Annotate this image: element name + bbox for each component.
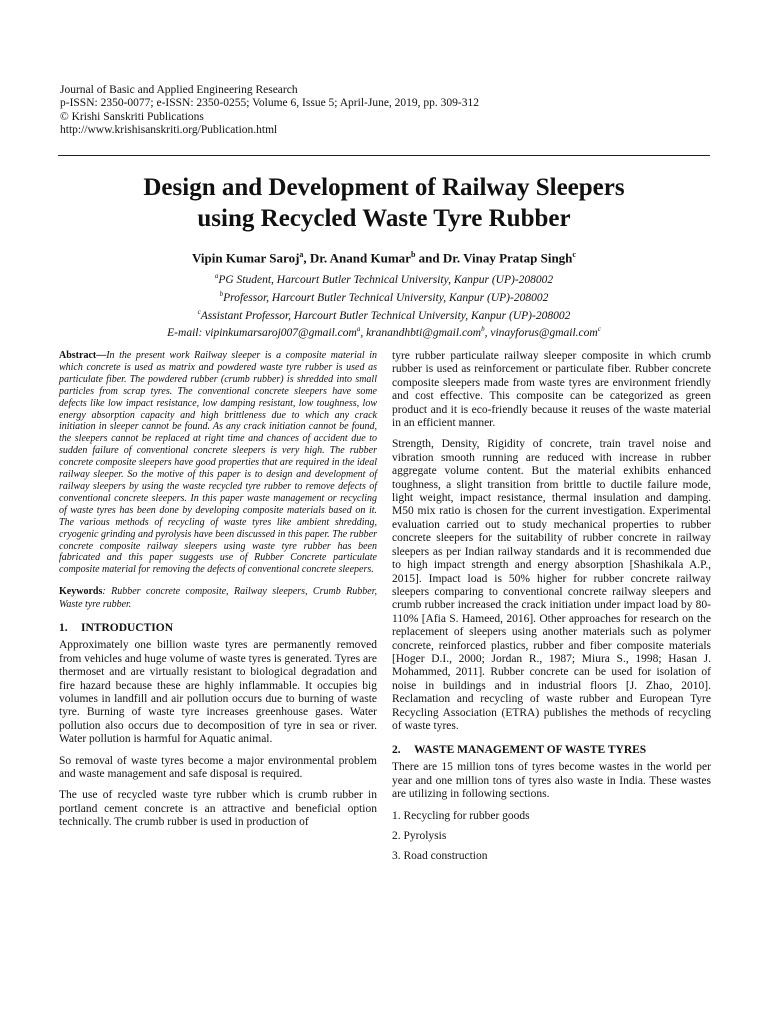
intro-paragraph-3: The use of recycled waste tyre rubber which is crumb rubber in portland cement concrete is an attractive and beneficial option technically. The crumb rubber is used in production of: [59, 789, 377, 829]
email-3-sup: c: [597, 325, 601, 334]
right-column: [392, 350, 711, 871]
email-2[interactable]: kranandhbti@gmail.com: [366, 327, 482, 340]
email-separator: ,: [484, 327, 491, 340]
list-item: 3. Road construction: [392, 850, 488, 863]
paper-title: [40, 172, 728, 234]
email-3[interactable]: vinayforus@gmail.com: [490, 327, 598, 340]
author-3-sup: c: [572, 250, 576, 259]
email-separator: ,: [360, 327, 367, 340]
left-column: [59, 350, 377, 838]
body-paragraph-1: tyre rubber particulate railway sleeper composite in which crumb rubber is used as reinforcement or particulate fiber. Rubber concrete composite sleepers made from waste tyres are environment friendly and cost effective. This composite can be categorized as green product and it is eco-friendly because it reuses of the waste material in an efficient manner.: [392, 350, 711, 430]
author-separator: ,: [303, 250, 310, 266]
section-title: WASTE MANAGEMENT OF WASTE TYRES: [414, 744, 647, 757]
journal-publisher: © Krishi Sanskriti Publications: [60, 110, 204, 123]
title-line-2: using Recycled Waste Tyre Rubber: [197, 205, 571, 232]
author-1-sup: a: [299, 250, 304, 259]
affiliation-a-text: PG Student, Harcourt Butler Technical University, Kanpur (UP)-208002: [218, 273, 554, 286]
email-line: [40, 322, 728, 340]
list-item: 1. Recycling for rubber goods: [392, 809, 530, 822]
email-prefix: E-mail:: [167, 327, 206, 340]
header-divider: [58, 155, 710, 156]
intro-paragraph-2: So removal of waste tyres become a major environmental problem and waste management and safe disposal is required.: [59, 754, 377, 781]
journal-url[interactable]: http://www.krishisanskriti.org/Publication.html: [60, 124, 278, 137]
author-1: Vipin Kumar Saroj: [192, 250, 300, 266]
keywords-text: : Rubber concrete composite, Railway sleepers, Crumb Rubber, Waste tyre rubber.: [59, 586, 377, 610]
affiliation-b-text: Professor, Harcourt Butler Technical University, Kanpur (UP)-208002: [223, 291, 549, 304]
section-title: INTRODUCTION: [81, 622, 174, 635]
abstract-text: In the present work Railway sleeper is a composite material in which concrete is used as matrix and powdered waste tyre rubber is used as particulate fiber. The powdered rubber (crumb rubber) is shredded into small particles from scrap tyres. The conventional concrete sleepers have some defects like low impact resistance, low damping resistant, low toughness, low energy absorption capacity and high brittleness due to which any crack initiation in sleeper cannot be found. As any crack initiation cannot be found, the sleepers cannot be replaced at right time and chances of accident due to sudden failure of conventional concrete sleepers is very high. The rubber concrete composite sleepers have good properties that are required in the ideal railway sleeper. So the motive of this paper is to design and development of railway sleepers by using the waste recycled tyre rubber to remove defects of conventional concrete sleepers. In this paper waste management or recycling of waste tyres has been done by developing composite materials based on it. The various methods of recycling of waste tyres like ambient shredding, cryogenic grinding and pyrolysis have been discussed in this paper. The rubber concrete composite railway sleepers using waste tyre rubber has been fabricated and this paper suggests use of Rubber Concrete particulate composite material for removing the defects of conventional concrete sleepers.: [59, 350, 377, 576]
list-item: 2. Pyrolysis: [392, 830, 447, 842]
affiliation-c-text: Assistant Professor, Harcourt Butler Technical University, Kanpur (UP)-208002: [200, 309, 571, 322]
author-separator: and: [415, 250, 443, 266]
affiliation-b-sup: b: [219, 289, 224, 298]
section-number: 1.: [59, 622, 68, 635]
section-heading-waste-management: [392, 743, 711, 757]
email-2-sup: b: [481, 325, 485, 334]
keywords: [59, 586, 377, 611]
email-1[interactable]: vipinkumarsaroj007@gmail.com: [205, 327, 357, 340]
affiliation-a: [40, 269, 728, 287]
author-list: [40, 247, 728, 266]
abstract-label: Abstract—: [59, 350, 107, 361]
author-2-sup: b: [410, 250, 416, 259]
journal-issn: p-ISSN: 2350-0077; e-ISSN: 2350-0255; Volume 6, Issue 5; April-June, 2019, pp. 309-312: [60, 97, 479, 110]
body-paragraph-2: Strength, Density, Rigidity of concrete, train travel noise and vibration smooth running are reduced with increase in rubber aggregate volume content. But the material exhibits enhanced toughness, a slight transition from brittle to ductile failure mode, light weight, impact resistance, thermal insulation and damping. M50 mix ratio is chosen for the current investigation. Experimental evaluation carried out to study mechanical properties to rubber concrete sleepers for the suitability of rubber concrete in railway sleepers as per Indian railway standards and it is recommended due to high impact strength and energy absorption [Shashikala A.P., 2015]. Impact load is 50% higher for rubber concrete railway sleepers comparing to conventional concrete railway sleepers and crumb rubber increased the crack initiation under impact load by 80-110% [Afia S. Hameed, 2016]. Other approaches for research on the replacement of sleepers using another materials such as polymer concrete, reinforced plastics, rubber and fiber composite materials [Hoger D.I., 2000; Jordan R., 1987; Miura S., 1998; Hasan J. Mohammed, 2011]. Rubber concrete can be used for isolation of noise in buildings and in industrial floors [J. Zhao, 2010]. Reclamation and recycling of waste rubber and European Tyre Recycling Association (ETRA) publishes the methods of recycling of waste tyres.: [392, 438, 711, 732]
affiliation-a-sup: a: [214, 272, 219, 280]
section-number: 2.: [392, 744, 401, 757]
affiliation-c-sup: c: [197, 307, 201, 316]
section-heading-introduction: [59, 621, 377, 635]
journal-header: [60, 84, 720, 138]
intro-paragraph-1: Approximately one billion waste tyres are permanently removed from vehicles and huge volume of waste tyres is generated. Tyres are thermoset and are virtually resistant to biological degradation and fire hazard because these are highly inflammable. It occupies big volumes in landfill and air pollution occurs due to burning of waste tyre. Burning of waste tyre increases greenhouse gases. Water pollution also occurs due to decomposition of tyre in sea or river. Water pollution is harmful for Aquatic animal.: [59, 639, 377, 746]
keywords-label: Keywords: [59, 586, 103, 598]
title-line-1: Design and Development of Railway Sleepers: [143, 174, 625, 201]
affiliation-c: [40, 305, 728, 323]
affiliation-b: [40, 287, 728, 305]
journal-name: Journal of Basic and Applied Engineering Research: [60, 84, 298, 96]
author-3: Dr. Vinay Pratap Singh: [442, 250, 573, 266]
abstract: [59, 350, 377, 576]
email-1-sup: a: [356, 325, 361, 334]
affiliations: [40, 269, 728, 340]
author-2: Dr. Anand Kumar: [309, 250, 411, 266]
waste-paragraph: There are 15 million tons of tyres become wastes in the world per year and one million tons of tyres also waste in India. These wastes are utilizing in following sections.: [392, 761, 711, 801]
